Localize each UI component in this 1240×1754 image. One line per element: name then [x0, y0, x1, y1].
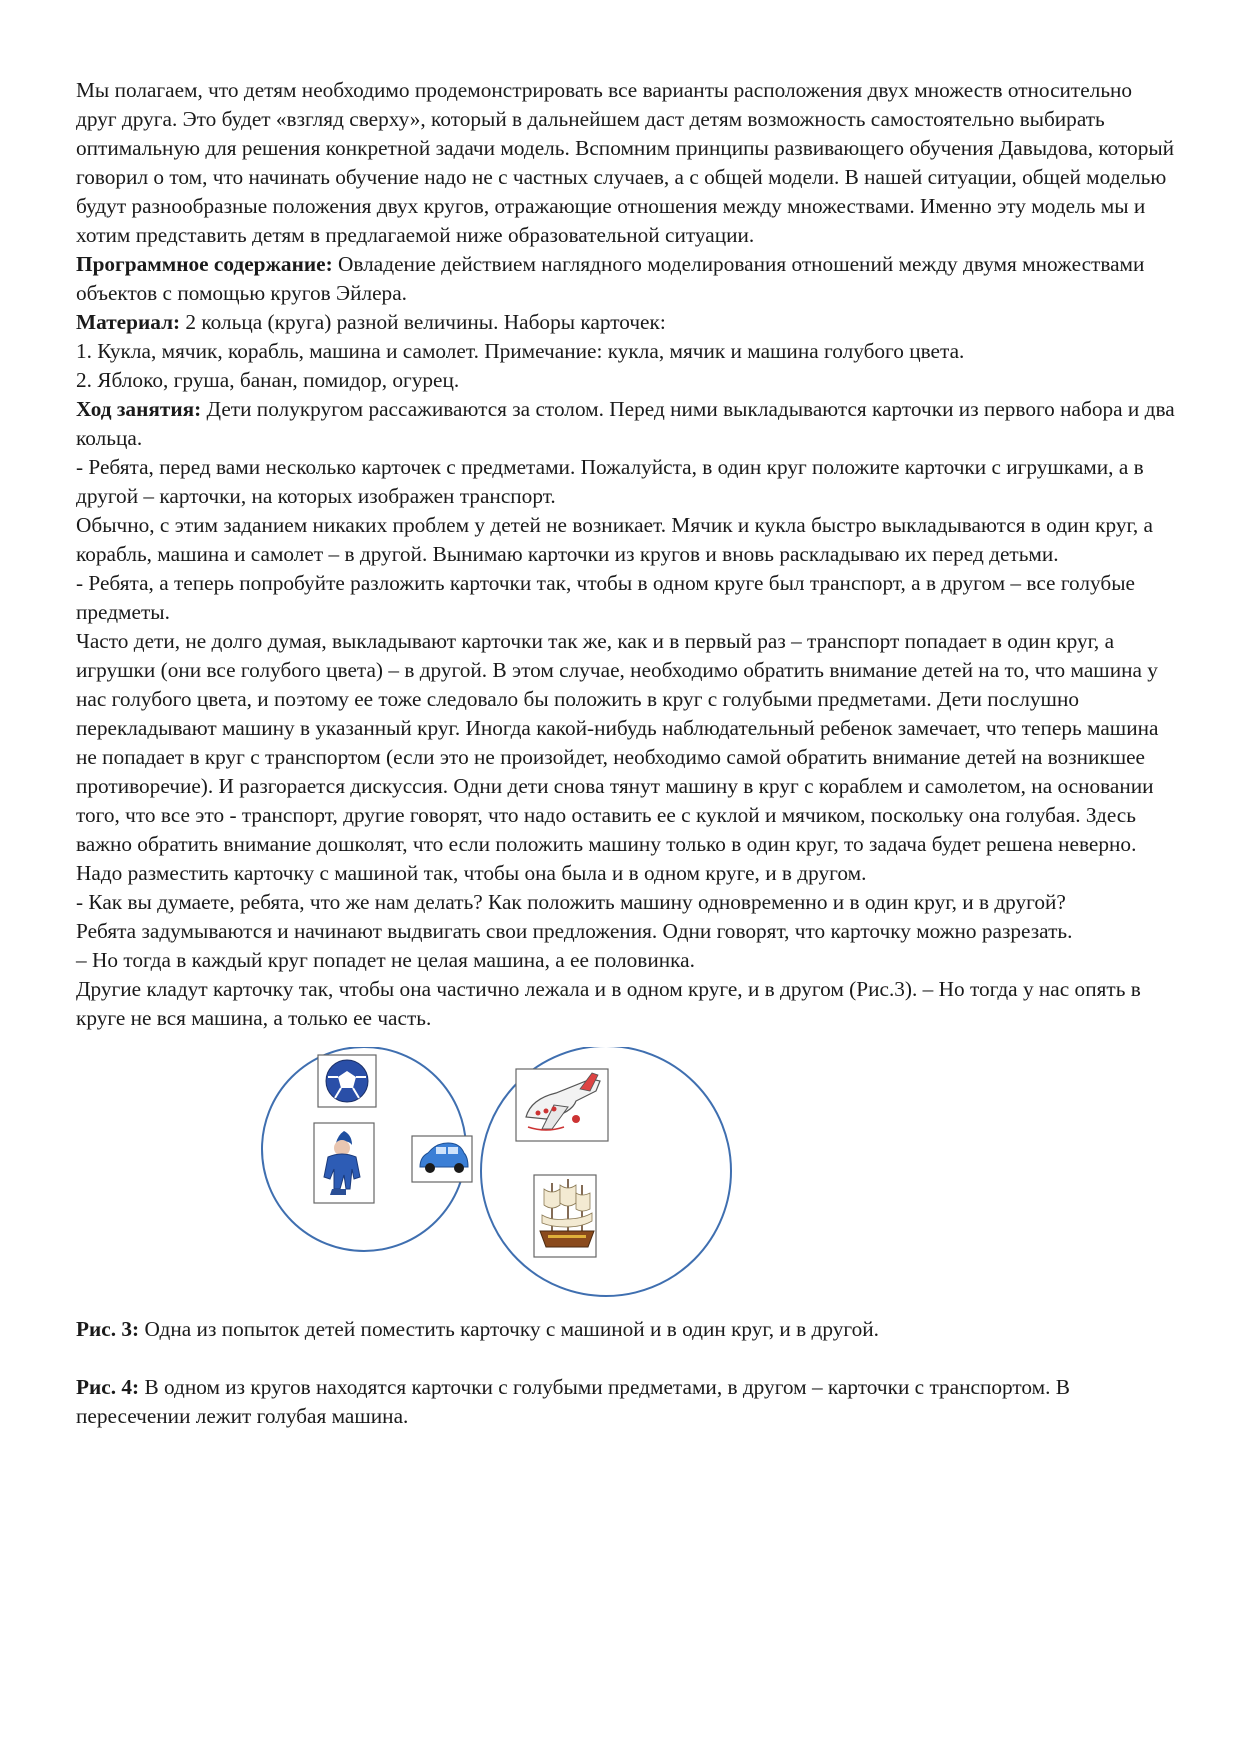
euler-diagram: [76, 1047, 1176, 1315]
document-page: [76, 76, 1176, 1431]
program-label: Программное содержание:: [76, 252, 333, 276]
lesson-dialogue: Часто дети, не долго думая, выкладывают карточки так же, как и в первый раз – транспорт попадает в один круг, а игрушки (они все голубого цвета) – в другой. В этом случае, необходимо обратить внимание детей на то, что машина у нас голубого цвета, и поэтому ее тоже следовало бы положить в круг с голубыми предметами. Дети послушно перекладывают машину в указанный круг. Иногда какой-нибудь наблюдательный ребенок замечает, что теперь машина не попадает в круг с транспортом (если это не произойдет, необходимо самой обратить внимание детей на возникшее противоречие). И разгорается дискуссия. Одни дети снова тянут машину в круг с кораблем и самолетом, на основании того, что все это - транспорт, другие говорят, что надо оставить ее с куклой и мячиком, поскольку она голубая. Здесь важно обратить внимание дошколят, что если положить машину только в один круг, то задача будет решена неверно. Надо разместить карточку с машиной так, чтобы она была и в одном круге, и в другом.: [76, 629, 1159, 885]
lesson-text: Дети полукругом рассаживаются за столом. Перед ними выкладываются карточки из первого набора и два кольца.: [76, 397, 1175, 450]
lesson-dialogue: – Но тогда в каждый круг попадет не целая машина, а ее половинка.: [76, 948, 695, 972]
figure-3-caption: [76, 1315, 1176, 1344]
figure-4-caption: [76, 1373, 1176, 1431]
caption-label: Рис. 4:: [76, 1375, 140, 1399]
lesson-dialogue: Обычно, с этим заданием никаких проблем у детей не возникает. Мячик и кукла быстро выкладываются в один круг, а корабль, машина и самолет – в другой. Вынимаю карточки из кругов и вновь раскладываю их перед детьми.: [76, 513, 1153, 566]
material-label: Материал:: [76, 310, 181, 334]
material-list-item: 2. Яблоко, груша, банан, помидор, огурец.: [76, 368, 460, 392]
program-paragraph: [76, 250, 1176, 308]
lesson-dialogue: Ребята задумываются и начинают выдвигать свои предложения. Одни говорят, что карточку можно разрезать.: [76, 919, 1073, 943]
material-paragraph: [76, 308, 1176, 337]
material-text: 2 кольца (круга) разной величины. Наборы карточек:: [180, 310, 666, 334]
doll-card: [314, 1123, 374, 1203]
airplane-card: [516, 1069, 608, 1141]
lesson-dialogue: - Ребята, а теперь попробуйте разложить карточки так, чтобы в одном круге был транспорт, а в другом – все голубые предметы.: [76, 571, 1135, 624]
euler-circles-figure: [76, 1047, 1176, 1315]
intro-paragraph: Мы полагаем, что детям необходимо продемонстрировать все варианты расположения двух множеств относительно друг друга. Это будет «взгляд сверху», который в дальнейшем даст детям возможность самостоятельно выбирать оптимальную для решения конкретной задачи модель. Вспомним принципы развивающего обучения Давыдова, который говорил о том, что начинать обучение надо не с частных случаев, а с общей модели. В нашей ситуации, общей моделью будут разнообразные положения двух кругов, отражающие отношения между множествами. Именно эту модель мы и хотим представить детям в предлагаемой ниже образовательной ситуации.: [76, 78, 1175, 247]
caption-label: Рис. 3:: [76, 1317, 140, 1341]
car-card: [412, 1136, 472, 1182]
caption-text: В одном из кругов находятся карточки с голубыми предметами, в другом – карточки с транспортом. В пересечении лежит голубая машина.: [76, 1375, 1070, 1428]
lesson-dialogue: - Как вы думаете, ребята, что же нам делать? Как положить машину одновременно и в один круг, и в другой?: [76, 890, 1066, 914]
lesson-paragraph: [76, 395, 1176, 453]
lesson-dialogue: - Ребята, перед вами несколько карточек с предметами. Пожалуйста, в один круг положите карточки с игрушками, а в другой – карточки, на которых изображен транспорт.: [76, 455, 1144, 508]
material-list-item: 1. Кукла, мячик, корабль, машина и самолет. Примечание: кукла, мячик и машина голубого цвета.: [76, 339, 965, 363]
program-text: Овладение действием наглядного моделирования отношений между двумя множествами объектов с помощью кругов Эйлера.: [76, 252, 1145, 305]
lesson-label: Ход занятия:: [76, 397, 202, 421]
caption-text: Одна из попыток детей поместить карточку с машиной и в один круг, и в другой.: [139, 1317, 879, 1341]
lesson-dialogue: Другие кладут карточку так, чтобы она частично лежала и в одном круге, и в другом (Рис.3). – Но тогда у нас опять в круге не вся машина, а только ее часть.: [76, 977, 1141, 1030]
ball-card: [318, 1055, 376, 1107]
ship-card: [534, 1175, 596, 1257]
